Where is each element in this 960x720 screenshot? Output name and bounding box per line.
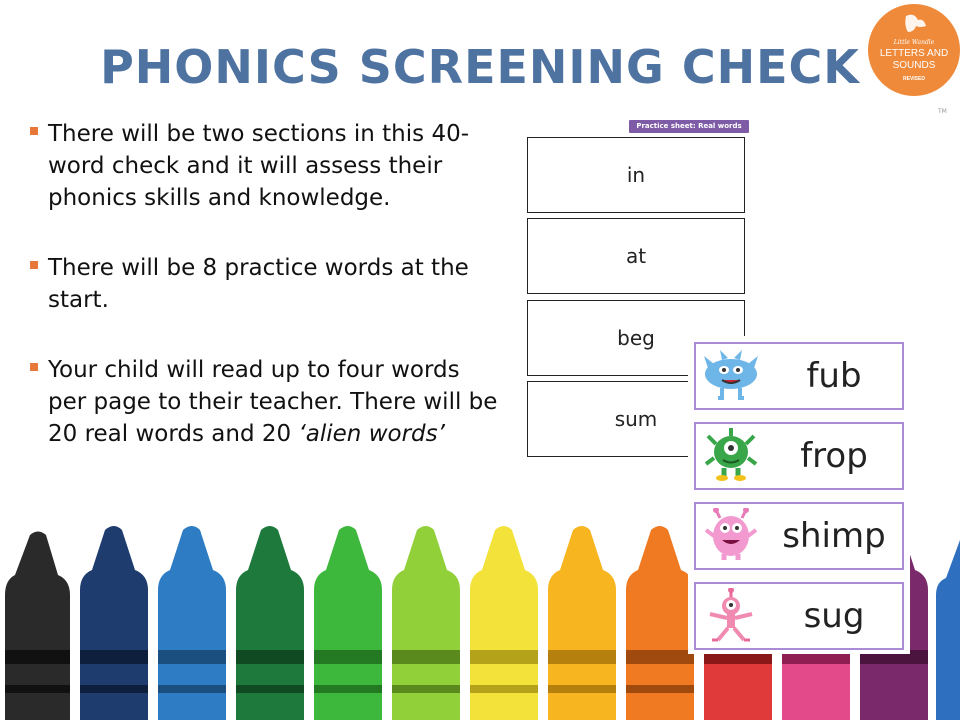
bullet-square-icon	[30, 261, 38, 269]
letters-and-sounds-logo	[868, 2, 960, 98]
page-title: PHONICS SCREENING CHECK	[100, 40, 860, 94]
alien-word-card	[694, 502, 904, 570]
alien-word-card	[694, 582, 904, 650]
bullet-text: There will be 8 practice words at the start.	[48, 255, 469, 313]
bullet-item	[30, 252, 500, 316]
practice-sheet-label: Practice sheet: Real words	[629, 120, 749, 133]
bullet-square-icon	[30, 127, 38, 135]
blue-alien-icon	[702, 348, 760, 404]
real-word-card: at	[527, 218, 745, 294]
alien-word-text: fub	[806, 356, 862, 396]
pink-cyclops-alien-icon	[702, 588, 760, 644]
alien-word-card	[694, 342, 904, 410]
bullet-square-icon	[30, 363, 38, 371]
trademark-mark: TM	[938, 108, 947, 115]
bullet-emphasis: ‘alien words’	[298, 421, 445, 447]
alien-word-text: shimp	[782, 516, 886, 556]
bullet-text: There will be two sections in this 40-word check and it will assess their phonics skills and knowledge.	[48, 121, 470, 211]
real-word-card: in	[527, 137, 745, 213]
svg-text:LETTERS AND: LETTERS AND	[879, 48, 949, 59]
alien-word-text: frop	[800, 436, 868, 476]
alien-word-card	[694, 422, 904, 490]
svg-text:Little Wandle: Little Wandle	[893, 39, 935, 46]
alien-word-text: sug	[803, 596, 865, 636]
real-word-card: sum	[527, 381, 745, 457]
bullet-item	[30, 354, 500, 450]
svg-text:REVISED: REVISED	[903, 76, 925, 82]
bullet-text: Your child will read up to four words per page to their teacher. There will be 20 real words and 20	[48, 357, 498, 447]
info-bullet-list	[30, 118, 500, 488]
real-word-card: beg	[527, 300, 745, 376]
pink-alien-icon	[702, 508, 760, 564]
bullet-item	[30, 118, 500, 214]
svg-text:SOUNDS: SOUNDS	[892, 60, 936, 71]
green-alien-icon	[702, 428, 760, 484]
